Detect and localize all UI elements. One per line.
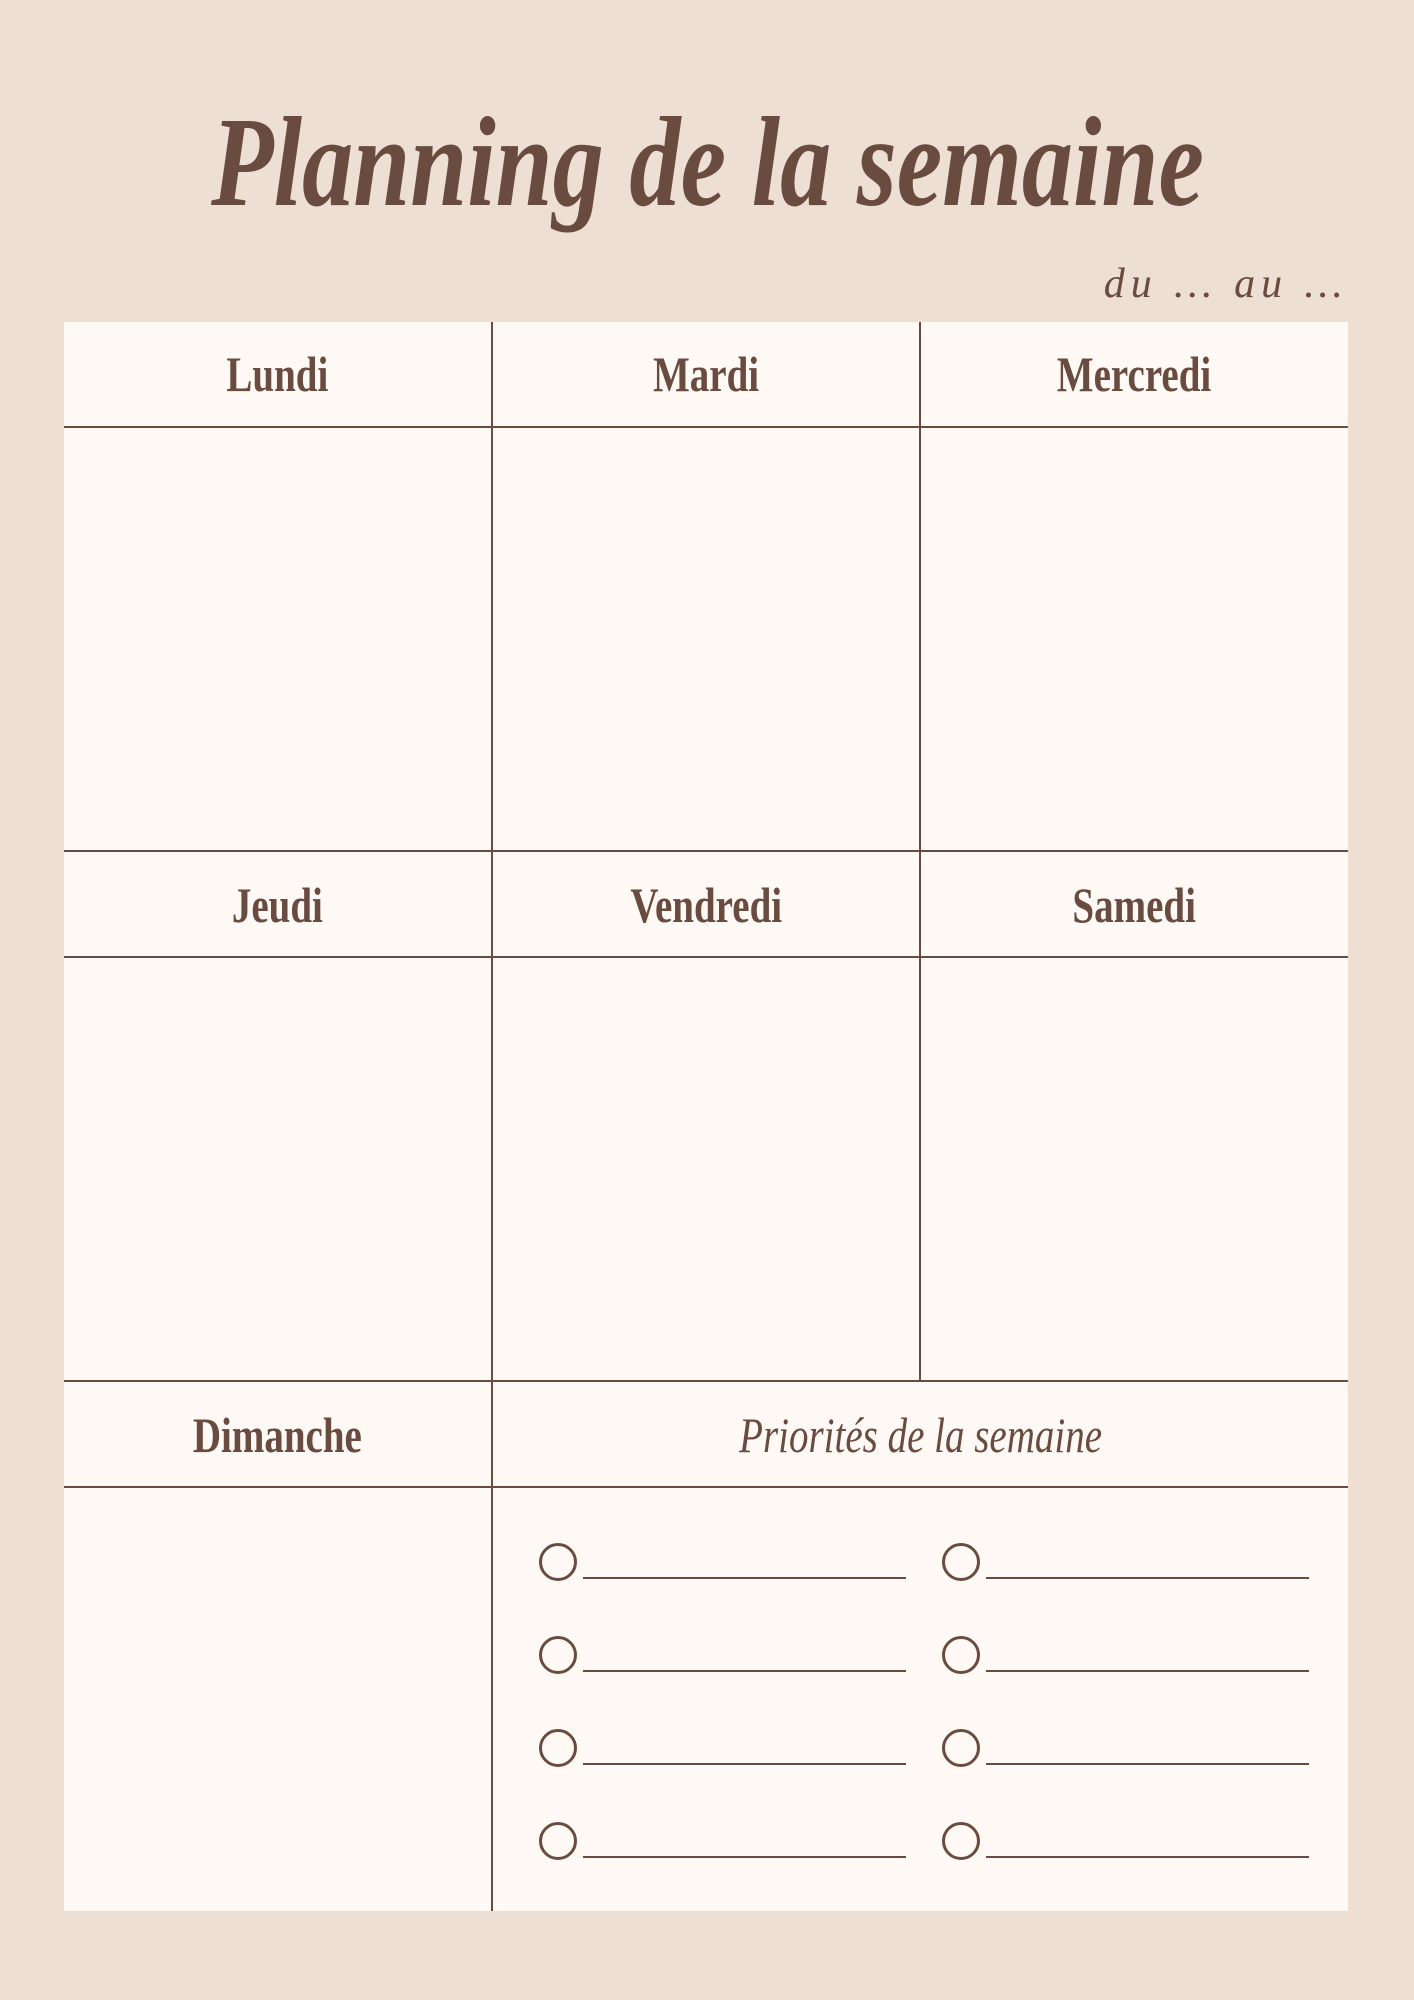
date-range: du … au …: [1103, 261, 1348, 307]
day-notes-vendredi[interactable]: [493, 959, 919, 1381]
priority-checkbox-7[interactable]: [539, 1822, 577, 1860]
grid-line: [64, 426, 1348, 428]
day-header-dimanche: Dimanche: [193, 1407, 362, 1463]
day-notes-jeudi[interactable]: [64, 959, 491, 1381]
day-header-mardi: Mardi: [652, 346, 760, 402]
day-header-vendredi: Vendredi: [630, 877, 782, 933]
priority-checkbox-6[interactable]: [942, 1729, 980, 1767]
priority-line-8[interactable]: [986, 1856, 1309, 1858]
grid-line: [64, 850, 1348, 852]
priority-checkbox-8[interactable]: [942, 1822, 980, 1860]
day-header-samedi: Samedi: [1072, 877, 1197, 933]
day-header-mercredi: Mercredi: [1057, 346, 1212, 402]
day-notes-mercredi[interactable]: [921, 429, 1348, 851]
priority-line-7[interactable]: [583, 1856, 906, 1858]
priority-line-6[interactable]: [986, 1763, 1309, 1765]
day-header-lundi: Lundi: [226, 346, 329, 402]
priority-checkbox-4[interactable]: [942, 1636, 980, 1674]
priority-checkbox-2[interactable]: [942, 1543, 980, 1581]
day-notes-lundi[interactable]: [64, 429, 491, 851]
priority-line-2[interactable]: [986, 1577, 1309, 1579]
day-notes-samedi[interactable]: [921, 959, 1348, 1381]
day-notes-mardi[interactable]: [493, 429, 919, 851]
priorities-header: Priorités de la semaine: [739, 1407, 1102, 1463]
page-title: Planning de la semaine: [210, 91, 1204, 233]
day-header-jeudi: Jeudi: [231, 877, 324, 933]
weekly-planner-grid: [64, 322, 1348, 1911]
priority-checkbox-3[interactable]: [539, 1636, 577, 1674]
day-notes-dimanche[interactable]: [64, 1489, 491, 1911]
priority-checkbox-5[interactable]: [539, 1729, 577, 1767]
priority-checkbox-1[interactable]: [539, 1543, 577, 1581]
priority-line-1[interactable]: [583, 1577, 906, 1579]
priority-line-5[interactable]: [583, 1763, 906, 1765]
grid-line: [919, 322, 921, 1381]
grid-line: [64, 1486, 1348, 1488]
priority-line-3[interactable]: [583, 1670, 906, 1672]
grid-line: [64, 956, 1348, 958]
grid-line: [64, 1380, 1348, 1382]
grid-line: [491, 322, 493, 1911]
priority-line-4[interactable]: [986, 1670, 1309, 1672]
